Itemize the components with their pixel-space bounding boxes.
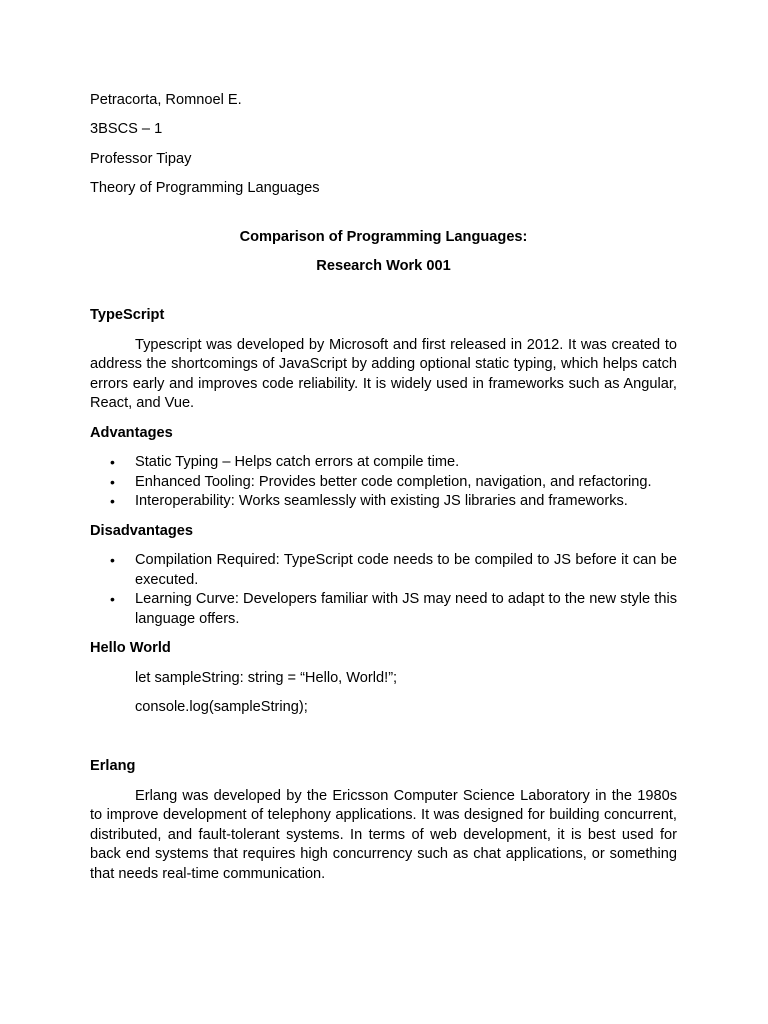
- erlang-heading: Erlang: [90, 758, 136, 775]
- title-line-2: Research Work 001: [316, 258, 451, 275]
- hello-world-heading: Hello World: [90, 640, 171, 657]
- document-title: [90, 228, 677, 277]
- typescript-heading: TypeScript: [90, 307, 165, 324]
- list-item: • Enhanced Tooling: Provides better code completion, navigation, and refactoring.: [90, 473, 677, 493]
- code-line: console.log(sampleString);: [135, 698, 308, 715]
- code-line: let sampleString: string = “Hello, World!”;: [135, 669, 398, 686]
- advantages-list: [90, 453, 677, 512]
- disadvantages-heading: Disadvantages: [90, 522, 194, 539]
- bullet-icon: •: [110, 454, 115, 471]
- list-item: • Static Typing – Helps catch errors at compile time.: [90, 453, 677, 473]
- bullet-icon: •: [110, 591, 115, 608]
- erlang-intro: Erlang was developed by the Ericsson Computer Science Laboratory in the 1980s to improve development of telephony applications. It was designed for building concurrent, distributed, and fault-tolerant systems. In terms of web development, it is best used for back end systems that requires high concurrency such as chat applications, or something that needs real-time communication.: [90, 787, 677, 882]
- typescript-intro: Typescript was developed by Microsoft and first released in 2012. It was created to address the shortcomings of JavaScript by adding optional static typing, which helps catch errors early and improves code reliability. It is widely used in frameworks such as Angular, React, and Vue.: [90, 336, 677, 412]
- disadvantages-list: [90, 551, 677, 629]
- list-item: • Compilation Required: TypeScript code needs to be compiled to JS before it can be executed.: [110, 552, 677, 588]
- bullet-icon: •: [110, 493, 115, 510]
- list-item: • Learning Curve: Developers familiar with JS may need to adapt to the new style this language offers.: [110, 591, 677, 627]
- professor-name: Professor Tipay: [90, 150, 192, 167]
- document-page: [90, 91, 677, 884]
- bullet-icon: •: [110, 473, 115, 490]
- list-item: • Interoperability: Works seamlessly with existing JS libraries and frameworks.: [90, 492, 677, 512]
- student-section: 3BSCS – 1: [90, 121, 163, 138]
- title-line-1: Comparison of Programming Languages:: [239, 228, 528, 245]
- course-name: Theory of Programming Languages: [90, 180, 320, 197]
- bullet-icon: •: [110, 552, 115, 569]
- student-name: Petracorta, Romnoel E.: [90, 92, 242, 108]
- advantages-heading: Advantages: [90, 424, 173, 441]
